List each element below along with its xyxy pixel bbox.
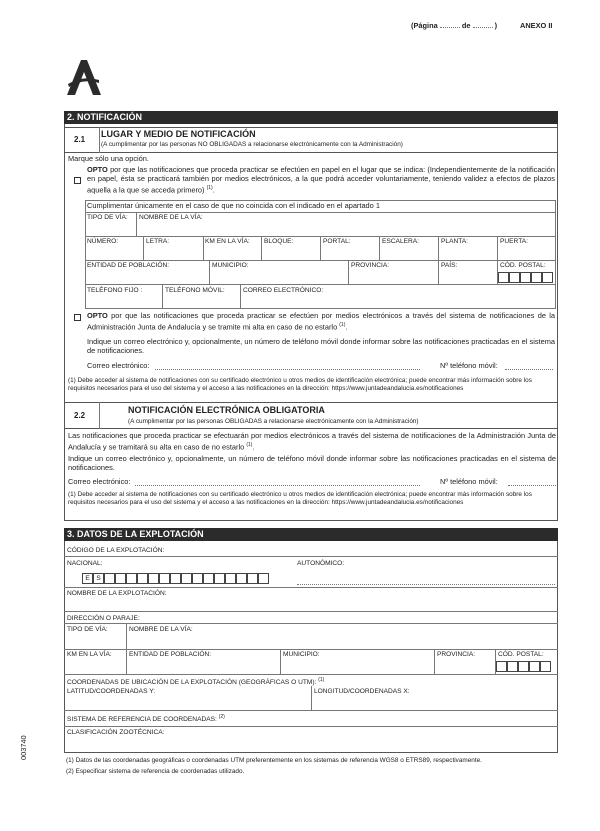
page-counter	[411, 22, 497, 31]
code-cell[interactable]	[159, 573, 170, 584]
cp-cell[interactable]	[531, 272, 542, 283]
code-cell[interactable]	[126, 573, 137, 584]
page-label: (Página	[411, 21, 438, 30]
municipio-label: MUNICIPIO:	[212, 262, 249, 269]
cp-cell[interactable]	[520, 272, 531, 283]
code-cell[interactable]	[214, 573, 225, 584]
page-total-field[interactable]	[473, 27, 493, 28]
letra-label: LETRA:	[146, 238, 170, 245]
tipo-via-label-3: TIPO DE VÍA:	[67, 626, 108, 633]
autonomico-field[interactable]	[297, 584, 555, 585]
via-input[interactable]	[86, 222, 556, 235]
entidad-label-3: ENTIDAD DE POBLACIÓN:	[129, 651, 212, 658]
opt-electronic-indicate: Indique un correo electrónico y, opcionalmente, un número de teléfono móvil donde informar sobre las notificaciones practicadas en el sistema de notificaciones.	[87, 337, 555, 355]
sistema-ref: (2)	[218, 714, 225, 720]
cp-cell[interactable]	[540, 661, 551, 672]
coords-label	[67, 676, 324, 687]
footnote-1: (1) Datos de las coordenadas geográficas o coordenadas UTM preferentemente en los sistemas de referencia WGS8 o ETRS89, respectivamente.	[66, 757, 482, 764]
tipo-via-label: TIPO DE VÍA:	[87, 214, 128, 221]
numero-label: NÚMERO:	[87, 238, 119, 245]
cp-cell[interactable]	[509, 272, 520, 283]
side-code: 003740	[19, 735, 28, 760]
provincia-label: PROVINCIA:	[351, 262, 390, 269]
tel-fijo-label: TELÉFONO FIJO :	[87, 287, 143, 294]
sub22-mobile-field[interactable]	[508, 485, 556, 486]
code-cell[interactable]	[258, 573, 269, 584]
opt-mobile-field[interactable]	[505, 369, 553, 370]
latitud-label: LATITUD/COORDENADAS Y:	[67, 688, 156, 695]
direccion-label: DIRECCIÓN O PARAJE:	[67, 615, 140, 622]
sub22-footnote: (1) Debe acceder al sistema de notificaciones con su certificado electrónico u otros medios de identificación electrónica; puede encontrar más información sobre los requisitos necesarios para el uso del sistema y el acceso a las notificaciones en la dirección: https://www.juntadeandalucia.es/notificaciones	[68, 491, 532, 506]
section2-title: 2. NOTIFICACIÓN	[64, 111, 558, 124]
cp-cell[interactable]	[496, 661, 507, 672]
sub21-subtitle: (A cumplimentar por las personas NO OBLIGADAS a relacionarse electrónicamente con la Administración)	[101, 141, 403, 148]
code-cell[interactable]	[104, 573, 115, 584]
junta-andalucia-logo-icon	[64, 58, 102, 96]
opt-email-label: Correo electrónico:	[87, 361, 150, 370]
annex-label: ANEXO II	[520, 21, 553, 30]
es-s-cell: S	[93, 573, 104, 584]
opt-electronic-ref: (1)	[339, 321, 346, 328]
es-e-cell: E	[82, 573, 93, 584]
nombre-explotacion-label: NOMBRE DE LA EXPLOTACIÓN:	[67, 590, 167, 597]
nombre-via-label: NOMBRE DE LA VÍA:	[139, 214, 203, 221]
sub22-text1: Las notificaciones que proceda practicar se efectuarán por medios electrónicos a través del sistema de notificaciones de la Administración Junta de Andalucía y se tramitará su alta en caso de no estarlo $^{(1)}$.	[68, 431, 556, 452]
coords-ref: (1)	[318, 677, 325, 683]
opt-electronic-checkbox[interactable]	[74, 314, 81, 321]
longitud-label: LONGITUD/COORDENADAS X:	[314, 688, 410, 695]
opt-paper-checkbox[interactable]	[74, 177, 81, 184]
coords-text: COORDENADAS DE UBICACIÓN DE LA EXPLOTACIÓN (GEOGRÁFICAS O UTM):	[67, 679, 317, 687]
code-cell[interactable]	[170, 573, 181, 584]
cp-cell[interactable]	[507, 661, 518, 672]
sub22-title: NOTIFICACIÓN ELECTRÓNICA OBLIGATORIA	[128, 405, 325, 415]
sub22-text2: Indique un correo electrónico y, opcionalmente, un número de teléfono móvil donde informar sobre las notificaciones practicadas en el sistema de notificaciones.	[68, 454, 556, 472]
sub22-mobile-label: Nº teléfono móvil:	[440, 477, 498, 486]
of-label: de	[461, 21, 471, 30]
bloque-label: BLOQUE:	[264, 238, 294, 245]
sub22-text1-body: Las notificaciones que proceda practicar se efectuarán por medios electrónicos a través del sistema de notificaciones de la Administración Junta de Andalucía y se tramitará su alta en caso de no estarlo	[68, 431, 556, 452]
opt-paper-ref: (1)	[206, 184, 213, 191]
municipio-label-3: MUNICIPIO:	[283, 651, 320, 658]
sub22-text1-ref: (1)	[246, 441, 253, 448]
code-cell[interactable]	[247, 573, 258, 584]
footnote-2: (2) Especificar sistema de referencia de coordenadas utilizado.	[66, 768, 245, 775]
page-number-field[interactable]	[440, 27, 460, 28]
entidad-label: ENTIDAD DE POBLACIÓN:	[87, 262, 170, 269]
sub22-email-label: Correo electrónico:	[68, 477, 131, 486]
planta-label: PLANTA:	[441, 238, 468, 245]
code-cell[interactable]	[115, 573, 126, 584]
clasificacion-label: CLASIFICACIÓN ZOOTÉCNICA:	[67, 729, 165, 736]
cp-cell[interactable]	[498, 272, 509, 283]
email-label: CORREO ELECTRÓNICO:	[243, 287, 324, 294]
portal-label: PORTAL:	[323, 238, 351, 245]
puerta-label: PUERTA:	[500, 238, 528, 245]
code-cell[interactable]	[181, 573, 192, 584]
escalera-label: ESCALERA:	[382, 238, 420, 245]
opt-electronic-bold: OPTO	[87, 311, 108, 320]
code-cell[interactable]	[148, 573, 159, 584]
opt-electronic-text: OPTO por que las notificaciones que proceda practicar se efectúen por medios electrónicos a través del sistema de notificaciones de la Administración Junta de Andalucía y se tramite mi alta en caso de no estarlo $^{(1)}$.	[87, 311, 555, 332]
provincia-label-3: PROVINCIA:	[437, 651, 476, 658]
km-label: KM EN LA VÍA:	[205, 238, 250, 245]
code-cell[interactable]	[192, 573, 203, 584]
opt-mobile-label: Nº teléfono móvil:	[440, 361, 498, 370]
pais-label: PAÍS:	[441, 262, 458, 269]
cp-cell[interactable]	[542, 272, 553, 283]
sistema-text: SISTEMA DE REFERENCIA DE COORDENADAS:	[67, 716, 217, 724]
sub22-subtitle: (A cumplimentar por las personas OBLIGADAS a relacionarse electrónicamente con la Administración)	[128, 418, 419, 425]
km-label-3: KM EN LA VÍA:	[67, 651, 112, 658]
cp-label-3: CÓD. POSTAL:	[498, 651, 544, 658]
tel-movil-label: TELÉFONO MÓVIL:	[165, 287, 225, 294]
sub21-footnote: (1) Debe acceder al sistema de notificaciones con su certificado electrónico u otros medios de identificación electrónica; puede encontrar más información sobre los requisitos necesarios para el uso del sistema y el acceso a las notificaciones en la dirección: https://www.juntadeandalucia.es/notificaciones	[68, 377, 532, 392]
code-cell[interactable]	[137, 573, 148, 584]
sub22-number: 2.2	[74, 411, 86, 420]
code-cell[interactable]	[203, 573, 214, 584]
sub21-number: 2.1	[74, 135, 86, 144]
opt-electronic-body: por que las notificaciones que proceda practicar se efectúen por medios electrónicos a través del sistema de notificaciones de la Administración Junta de Andalucía y se tramite mi alta en caso de no estarlo	[87, 311, 555, 332]
nacional-label: NACIONAL:	[67, 560, 103, 567]
code-cell[interactable]	[225, 573, 236, 584]
autonomico-label: AUTONÓMICO:	[297, 560, 345, 567]
close-paren: )	[494, 21, 498, 30]
section3-title: 3. DATOS DE LA EXPLOTACIÓN	[64, 528, 558, 541]
sub22-email-field[interactable]	[135, 485, 420, 486]
cp-label: CÓD. POSTAL:	[500, 262, 546, 269]
opt-paper-text: OPTO por que las notificaciones que proceda practicar se efectúen en papel en el lugar que se indica: (Independientemente de la notificación en papel, ésta se practicará también por medios electrónicos, a la que podrá acceder voluntariamente, teniendo validez a efectos de plazos aquella a la que se acceda primero) $^{(1)}$.	[87, 165, 555, 195]
codigo-label: CÓDIGO DE LA EXPLOTACIÓN:	[67, 547, 165, 554]
cp-cell[interactable]	[529, 661, 540, 672]
nombre-explotacion-input[interactable]	[66, 600, 556, 610]
opt-email-field[interactable]	[155, 369, 420, 370]
sistema-label	[67, 713, 225, 724]
fill-note: Cumplimentar únicamente en el caso de que no coincida con el indicado en el apartado 1	[87, 201, 380, 210]
opt-paper-body: por que las notificaciones que proceda practicar se efectúen en papel en el lugar que se indica: (Independientemente de la notificación en papel, ésta se practicará también por medios electrónicos, a la que podrá acceder voluntariamente, teniendo validez a efectos de plazos aquella a la que se acceda primero)	[87, 165, 555, 195]
cp-cell[interactable]	[518, 661, 529, 672]
sub21-title: LUGAR Y MEDIO DE NOTIFICACIÓN	[101, 129, 256, 139]
mark-one-note: Marque sólo una opción.	[68, 154, 149, 163]
opt-paper-bold: OPTO	[87, 165, 108, 174]
nombre-via-label-3: NOMBRE DE LA VÍA:	[129, 626, 193, 633]
code-cell[interactable]	[236, 573, 247, 584]
